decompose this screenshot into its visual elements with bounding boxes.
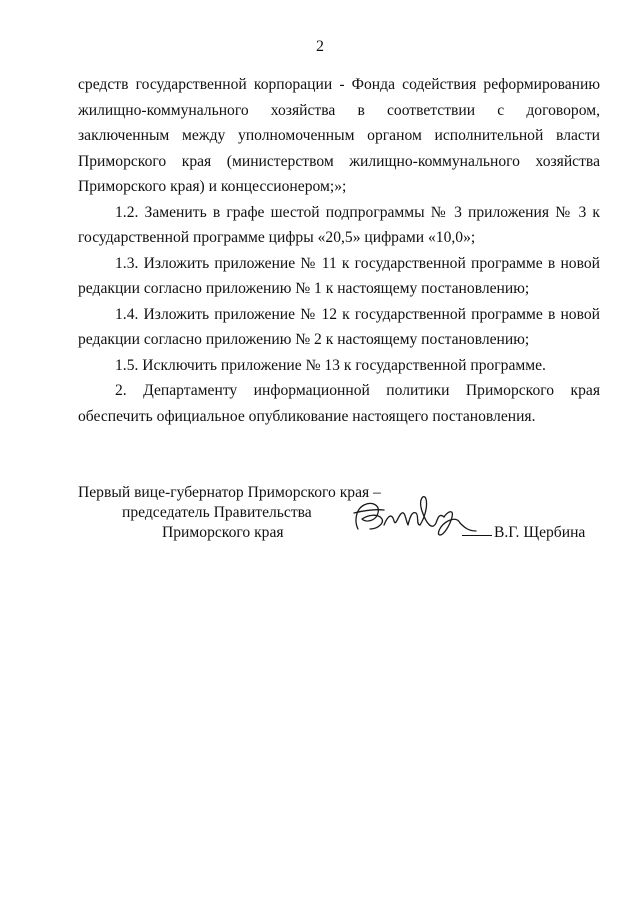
signer-title-line1: Первый вице-губернатор Приморского края –: [78, 484, 381, 501]
paragraph-2: 2. Департаменту информационной политики Приморского края обеспечить официальное опубликование настоящего постановления.: [78, 382, 600, 425]
signature-underline: [462, 535, 492, 536]
paragraph-1-3: 1.3. Изложить приложение № 11 к государственной программе в новой редакции согласно приложению № 1 к настоящему постановлению;: [78, 254, 600, 297]
page-number: 2: [316, 38, 324, 55]
signer-name: В.Г. Щербина: [494, 524, 586, 541]
document-body: [78, 72, 600, 429]
paragraph-1-4: 1.4. Изложить приложение № 12 к государственной программе в новой редакции согласно приложению № 2 к настоящему постановлению;: [78, 305, 600, 348]
signer-title-line2: председатель Правительства: [122, 504, 312, 521]
paragraph-continuation: средств государственной корпорации - Фонда содействия реформированию жилищно-коммунального хозяйства в соответствии с договором, заключенным между уполномоченным органом исполнительной власти Приморского края (министерством жилищно-коммунального хозяйства Приморского края) и концессионером;»;: [78, 76, 600, 195]
paragraph-1-2: 1.2. Заменить в графе шестой подпрограммы № 3 приложения № 3 к государственной программе цифры «20,5» цифрами «10,0»;: [78, 203, 600, 246]
paragraph-1-5: 1.5. Исключить приложение № 13 к государственной программе.: [115, 356, 546, 374]
handwritten-signature-icon: [348, 491, 478, 541]
signer-name-line: [462, 523, 585, 542]
signer-title-line3: Приморского края: [162, 524, 284, 541]
signature-block: [78, 483, 608, 553]
